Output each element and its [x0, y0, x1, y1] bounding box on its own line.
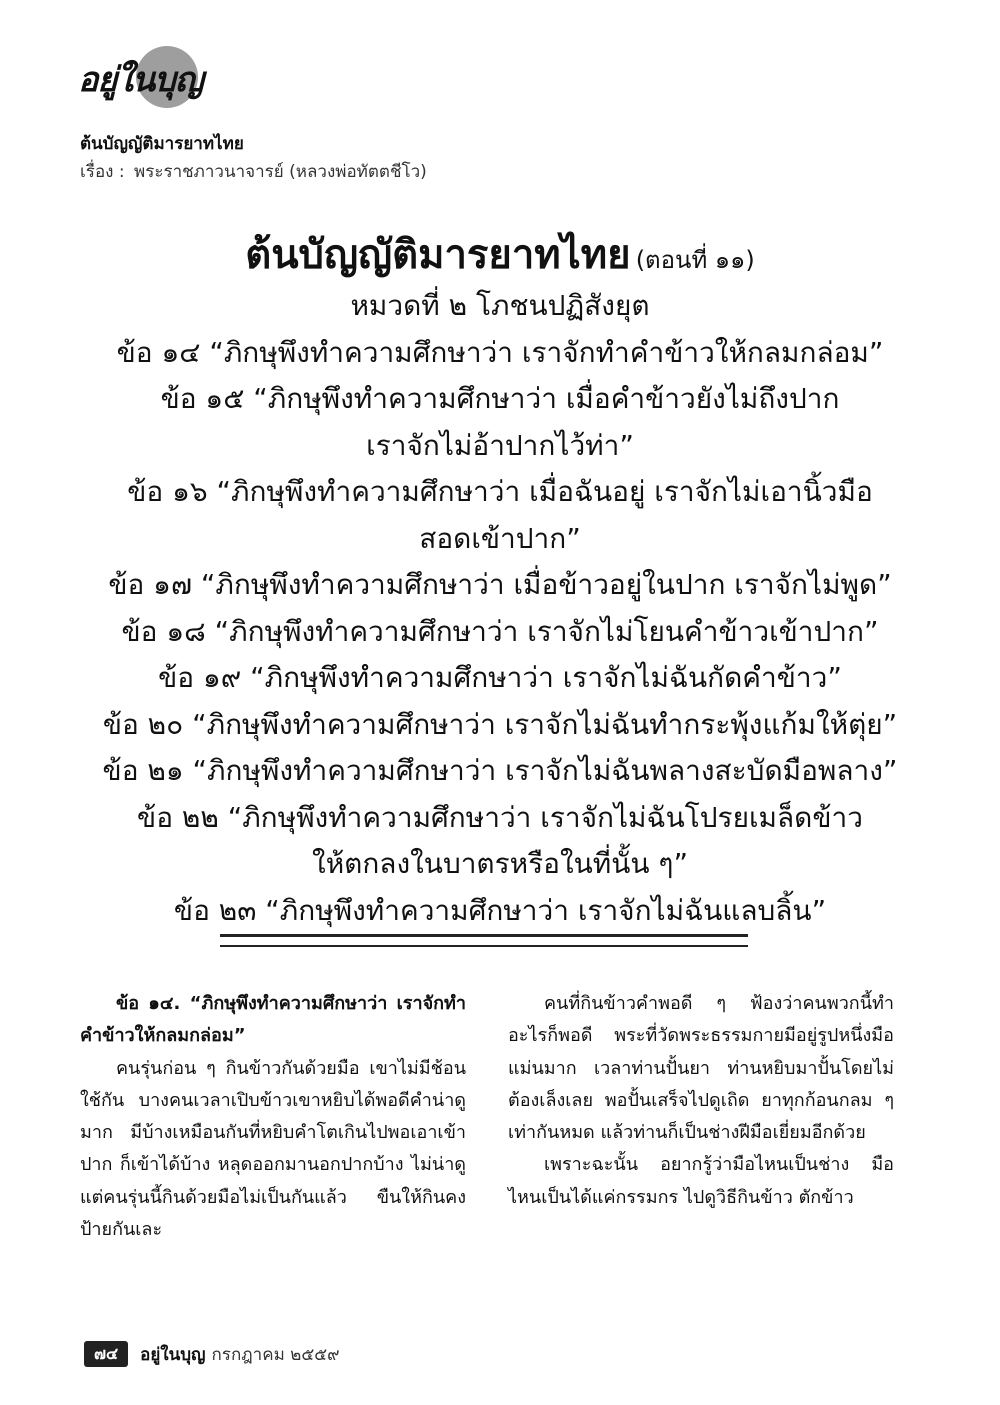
magazine-logo [78, 44, 228, 114]
rule-line: ข้อ ๒๑ “ภิกษุพึงทำความศึกษาว่า เราจักไม่ฉันพลางสะบัดมือพลาง” [102, 754, 898, 787]
rule-line: ให้ตกลงในบาตรหรือในที่นั้น ๆ” [312, 847, 688, 880]
page-footer [84, 1340, 340, 1368]
rule-line: เราจักไม่อ้าปากไว้ท่า” [366, 428, 634, 462]
rule-line: ข้อ ๒๐ “ภิกษุพึงทำความศึกษาว่า เราจักไม่ฉันทำกระพุ้งแก้มให้ตุ่ย” [102, 707, 898, 741]
article-episode: (ตอนที่ ๑๑) [635, 246, 755, 274]
body-column-left [80, 988, 466, 1246]
body-paragraph: คนที่กินข้าวคำพอดี ๆ ฟ้องว่าคนพวกนี้ทำอะไรก็พอดี พระที่วัดพระธรรมกายมีอยู่รูปหนึ่งมือแม่นมาก เวลาท่านปั้นยา ท่านหยิบมาปั้นโดยไม่ต้องเล็งเลย พอปั้นเสร็จไปดูเถิด ยาทุกก้อนกลม ๆ เท่ากันหมด แล้วท่านก็เป็นช่างฝีมือเยี่ยมอีกด้วย [508, 993, 894, 1144]
rule-line: ข้อ ๑๘ “ภิกษุพึงทำความศึกษาว่า เราจักไม่โยนคำข้าวเข้าปาก” [121, 614, 879, 648]
rule-line: ข้อ ๑๙ “ภิกษุพึงทำความศึกษาว่า เราจักไม่ฉันกัดคำข้าว” [158, 661, 842, 694]
story-label: เรื่อง : [80, 162, 125, 182]
section-title: ต้นบัญญัติมารยาทไทย [80, 134, 244, 154]
logo-text: อยู่ในบุญ [78, 60, 203, 100]
footer-issue-date: กรกฎาคม ๒๕๕๙ [211, 1344, 340, 1365]
rule-line: ข้อ ๑๕ “ภิกษุพึงทำความศึกษาว่า เมื่อคำข้าวยังไม่ถึงปาก [160, 382, 840, 415]
section-divider [220, 934, 748, 947]
rules-list [60, 283, 940, 934]
body-paragraph: เพราะฉะนั้น อยากรู้ว่ามือไหนเป็นช่าง มือไหนเป็นได้แค่กรรมกร ไปดูวิธีกินข้าว ตักข้าว [508, 1154, 894, 1208]
article-title [0, 222, 1000, 286]
body-column-right [508, 988, 894, 1214]
rule-line: หมวดที่ ๒ โภชนปฏิสังยุต [350, 289, 650, 322]
story-byline [80, 158, 427, 185]
rule-line: ข้อ ๑๗ “ภิกษุพึงทำความศึกษาว่า เมื่อข้าวอยู่ในปาก เราจักไม่พูด” [108, 568, 892, 601]
body-paragraph: คนรุ่นก่อน ๆ กินข้าวกันด้วยมือ เขาไม่มีช้อนใช้กัน บางคนเวลาเปิบข้าวเขาหยิบได้พอดีคำน่าดูมาก มีบ้างเหมือนกันที่หยิบคำโตเกินไปพอเอาเข้าปาก ก็เข้าได้บ้าง หลุดออกมานอกปากบ้าง ไม่น่าดู แต่คนรุ่นนี้กินด้วยมือไม่เป็นกันแล้ว ขืนให้กินคงป้ายกันเละ [80, 1057, 466, 1241]
author-name: พระราชภาวนาจารย์ (หลวงพ่อทัตตชีโว) [134, 162, 427, 182]
rule-line: ข้อ ๒๓ “ภิกษุพึงทำความศึกษาว่า เราจักไม่ฉันแลบลิ้น” [173, 893, 827, 927]
page-number-badge: ๗๔ [84, 1341, 128, 1367]
footer-magazine-name: อยู่ในบุญ [140, 1344, 206, 1365]
article-title-main: ต้นบัญญัติมารยาทไทย [245, 232, 631, 278]
rule-line: ข้อ ๑๔ “ภิกษุพึงทำความศึกษาว่า เราจักทำคำข้าวให้กลมกล่อม” [116, 335, 884, 369]
rule-line: สอดเข้าปาก” [419, 521, 581, 555]
rule-line: ข้อ ๑๖ “ภิกษุพึงทำความศึกษาว่า เมื่อฉันอยู่ เราจักไม่เอานิ้วมือ [127, 475, 873, 508]
rule-line: ข้อ ๒๒ “ภิกษุพึงทำความศึกษาว่า เราจักไม่ฉันโปรยเมล็ดข้าว [137, 800, 863, 834]
body-subheading: ข้อ ๑๔. “ภิกษุพึงทำความศึกษาว่า เราจักทำคำข้าวให้กลมกล่อม” [80, 993, 466, 1047]
